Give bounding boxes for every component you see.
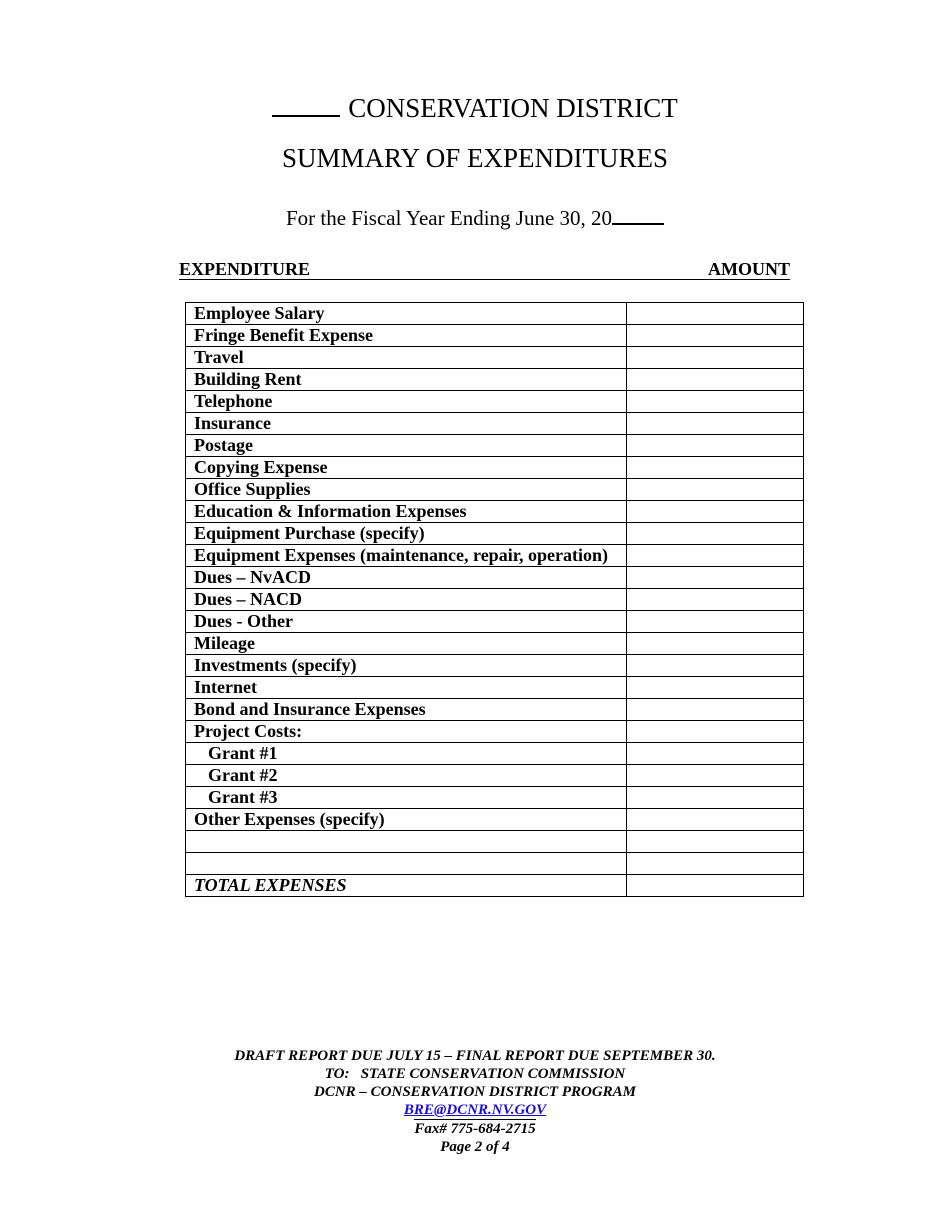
amount-cell[interactable] [627,633,804,655]
table-row [186,853,804,875]
expenditure-label: TOTAL EXPENSES [186,875,627,897]
expenditure-label: Travel [186,347,627,369]
expenditure-label: Grant #1 [186,743,627,765]
table-row [186,633,804,655]
amount-cell[interactable] [627,765,804,787]
table-row [186,655,804,677]
expenditure-label: Internet [186,677,627,699]
fiscal-year-text: For the Fiscal Year Ending June 30, 20 [285,206,613,230]
amount-cell[interactable] [627,567,804,589]
amount-cell[interactable] [627,303,804,325]
amount-cell[interactable] [627,479,804,501]
expenditure-label: Other Expenses (specify) [186,809,627,831]
expenditure-label: Dues - Other [186,611,627,633]
amount-cell[interactable] [627,325,804,347]
fiscal-year-blank[interactable] [612,205,664,225]
page-number: Page 2 of 4 [440,1139,510,1155]
table-row [186,721,804,743]
expenditure-label: Investments (specify) [186,655,627,677]
table-row [186,831,804,853]
amount-column-header: AMOUNT [708,259,790,279]
amount-cell[interactable] [627,787,804,809]
amount-cell[interactable] [627,831,804,853]
amount-cell[interactable] [627,589,804,611]
expenditure-label: Office Supplies [186,479,627,501]
amount-cell[interactable] [627,721,804,743]
expenditure-label [186,831,627,853]
expenditure-label: Education & Information Expenses [186,501,627,523]
expenditure-label [186,853,627,875]
expenditure-label: Dues – NvACD [186,567,627,589]
email-link[interactable]: BRE@DCNR.NV.GOV [403,1102,547,1118]
expenditure-label: Mileage [186,633,627,655]
table-row [186,347,804,369]
expenditure-label: Grant #2 [186,765,627,787]
table-row [186,809,804,831]
amount-cell[interactable] [627,677,804,699]
expenditure-label: Telephone [186,391,627,413]
table-row [186,567,804,589]
amount-cell[interactable] [627,347,804,369]
amount-cell[interactable] [627,391,804,413]
expenditure-column-header: EXPENDITURE [179,259,311,279]
expenditure-label: Fringe Benefit Expense [186,325,627,347]
amount-cell[interactable] [627,501,804,523]
table-row [186,457,804,479]
expenditure-label: Insurance [186,413,627,435]
table-row [186,743,804,765]
district-name-blank[interactable] [272,93,340,117]
table-row [186,303,804,325]
expenditure-label: Bond and Insurance Expenses [186,699,627,721]
recipient-line: TO: STATE CONSERVATION COMMISSION [324,1066,626,1082]
table-row [186,479,804,501]
fax-number: Fax# 775-684-2715 [414,1121,536,1137]
amount-cell[interactable] [627,699,804,721]
amount-cell[interactable] [627,743,804,765]
amount-cell[interactable] [627,853,804,875]
expenditure-label: Grant #3 [186,787,627,809]
expenditure-table [185,302,804,897]
table-row [186,677,804,699]
table-row [186,611,804,633]
table-row [186,699,804,721]
footer [0,1047,950,1156]
table-row [186,501,804,523]
due-dates-line: DRAFT REPORT DUE JULY 15 – FINAL REPORT DUE SEPTEMBER 30. [234,1048,716,1064]
table-row [186,435,804,457]
expenditure-label: Equipment Expenses (maintenance, repair, operation) [186,545,627,567]
district-title [0,92,950,124]
program-line: DCNR – CONSERVATION DISTRICT PROGRAM [313,1084,637,1100]
summary-title: SUMMARY OF EXPENDITURES [281,143,669,173]
table-row [186,765,804,787]
table-row [186,875,804,897]
column-headers [179,259,790,280]
table-row [186,325,804,347]
amount-cell[interactable] [627,435,804,457]
expenditure-label: Employee Salary [186,303,627,325]
amount-cell[interactable] [627,457,804,479]
expenditure-label: Postage [186,435,627,457]
amount-cell[interactable] [627,875,804,897]
amount-cell[interactable] [627,369,804,391]
expenditure-label: Dues – NACD [186,589,627,611]
table-row [186,523,804,545]
expenditure-label: Copying Expense [186,457,627,479]
expenditure-label: Building Rent [186,369,627,391]
amount-cell[interactable] [627,655,804,677]
table-row [186,545,804,567]
table-row [186,391,804,413]
amount-cell[interactable] [627,809,804,831]
table-row [186,369,804,391]
amount-cell[interactable] [627,523,804,545]
amount-cell[interactable] [627,611,804,633]
amount-cell[interactable] [627,545,804,567]
table-row [186,589,804,611]
table-row [186,787,804,809]
expenditure-label: Equipment Purchase (specify) [186,523,627,545]
expenditure-label: Project Costs: [186,721,627,743]
amount-cell[interactable] [627,413,804,435]
fiscal-year-line [0,205,950,231]
district-title-text: CONSERVATION DISTRICT [348,93,678,123]
table-row [186,413,804,435]
